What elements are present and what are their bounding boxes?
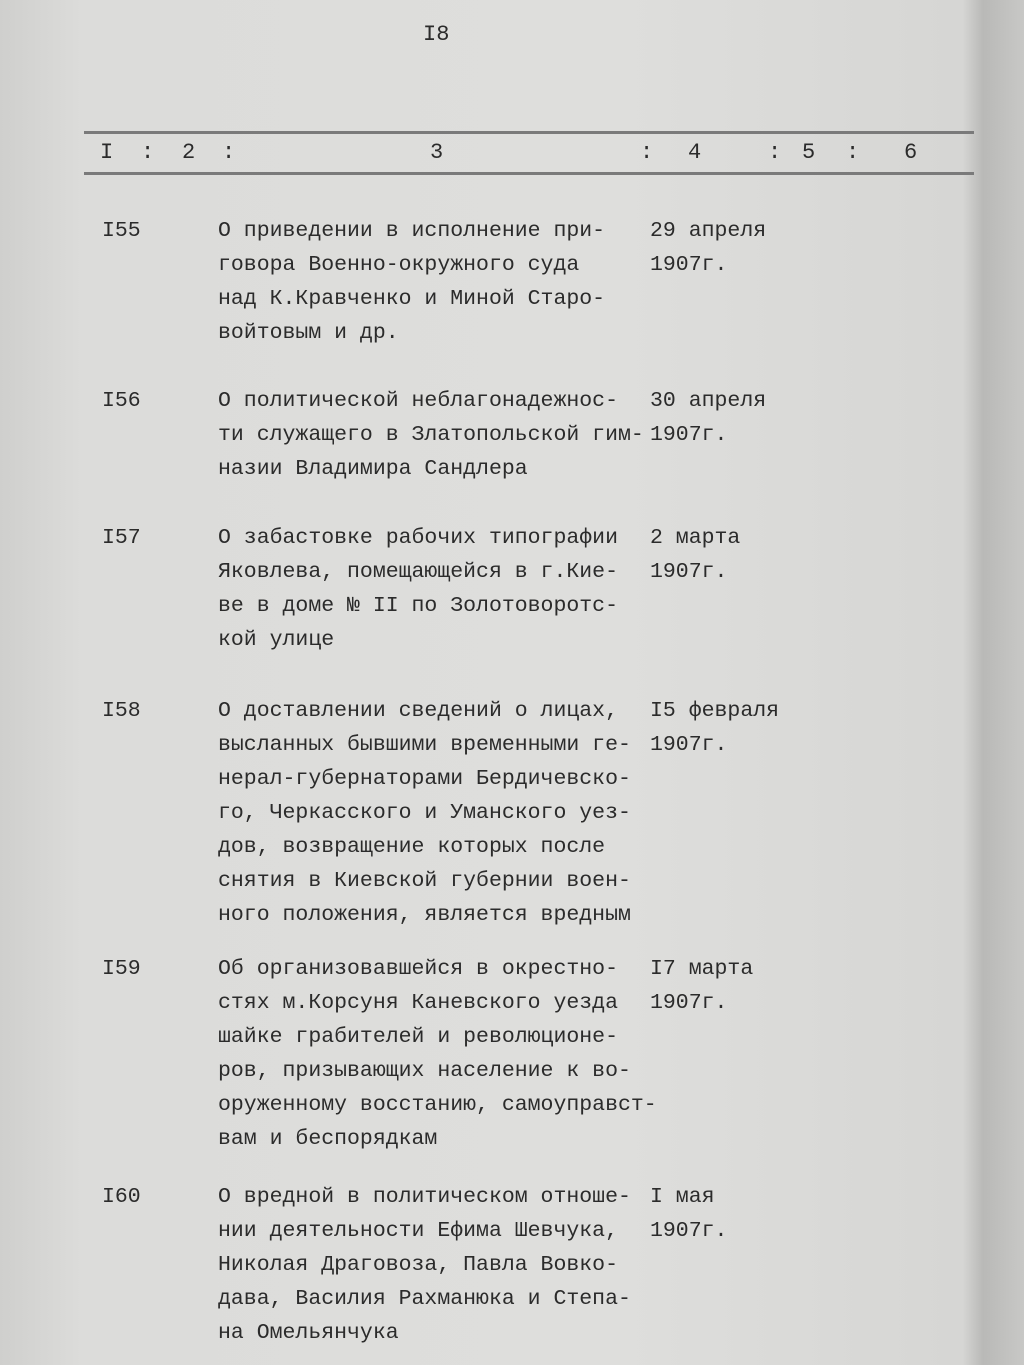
entry-number: I59 <box>102 957 141 981</box>
col-sep: : <box>141 140 155 165</box>
entry-date: 29 апреля 1907г. <box>650 219 767 277</box>
col-4: 4 <box>688 140 702 165</box>
col-2: 2 <box>182 140 196 165</box>
entry-date: 2 марта 1907г. <box>650 526 741 584</box>
entry-number: I60 <box>102 1185 141 1209</box>
col-sep: : <box>640 140 654 165</box>
entry-title: О вредной в политическом отноше- нии деятельности Ефима Шевчука, Николая Драговоза, Павла Вовко- дава, Василия Рахманюка и Степа- на Омельянчука <box>218 1185 631 1345</box>
entry-number: I55 <box>102 219 141 243</box>
entry-title: О приведении в исполнение при- говора Военно-окружного суда над К.Кравченко и Миной Старо- войтовым и др. <box>218 219 606 345</box>
col-sep: : <box>846 140 860 165</box>
entry-number: I57 <box>102 526 141 550</box>
column-header <box>100 136 960 170</box>
entry-title: О доставлении сведений о лицах, высланных бывшими временными ге- нерал-губернаторами Бердичевско- го, Черкасского и Уманского уез- дов, возвращение которых после снятия в Киевской губернии воен- ного положения, является вредным <box>218 699 631 927</box>
col-1: I <box>100 140 114 165</box>
entry-date: 30 апреля 1907г. <box>650 389 767 447</box>
entry-date: I7 марта 1907г. <box>650 957 754 1015</box>
col-3: 3 <box>430 140 444 165</box>
entry-date: I мая 1907г. <box>650 1185 728 1243</box>
col-sep: : <box>222 140 236 165</box>
entry-title: Об организовавшейся в окрестно- стях м.Корсуня Каневского уезда шайке грабителей и революционе- ров, призывающих население к во- оруженному восстанию, самоуправст- вам и беспорядкам <box>218 957 657 1151</box>
col-6: 6 <box>904 140 918 165</box>
entry-number: I58 <box>102 699 141 723</box>
col-5: 5 <box>802 140 816 165</box>
entry-title: О забастовке рабочих типографии Яковлева, помещающейся в г.Кие- ве в доме № II по Золотоворотс- кой улице <box>218 526 618 652</box>
entry-date: I5 февраля 1907г. <box>650 699 780 757</box>
page-number: I8 <box>423 22 450 47</box>
entry-number: I56 <box>102 389 141 413</box>
header-rule-top <box>84 131 974 134</box>
header-rule-bottom <box>84 172 974 175</box>
col-sep: : <box>768 140 782 165</box>
entry-title: О политической неблагонадежнос- ти служащего в Златопольской гим- назии Владимира Сандлера <box>218 389 644 481</box>
